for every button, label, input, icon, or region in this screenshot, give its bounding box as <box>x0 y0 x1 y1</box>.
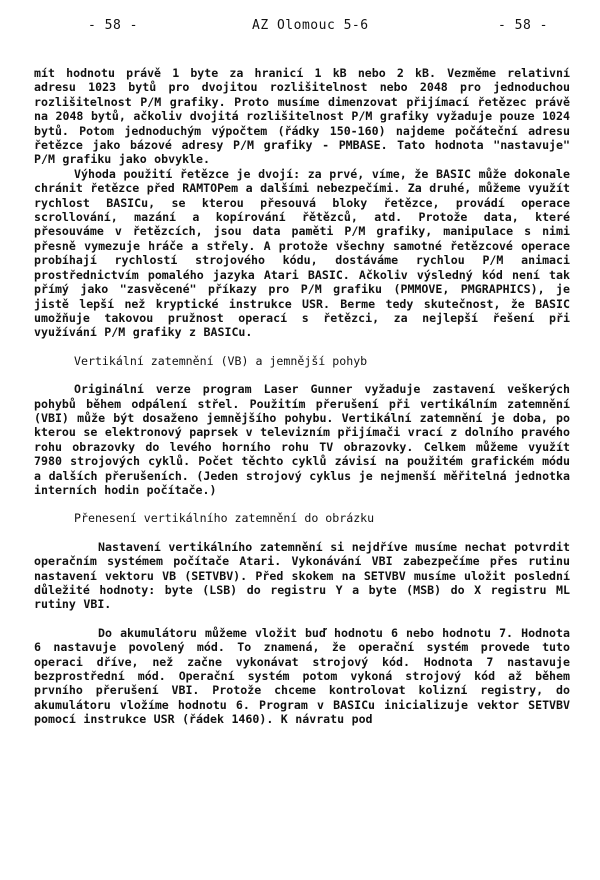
paragraph-string-advantage: Výhoda použití řetězce je dvojí: za prvé, víme, že BASIC může dokonale chránit řetězce před RAMTOPem a dalšími nebezpečími. Za druhé, můžeme využít rychlost BASICu, se kterou přesouvá bloky řetězce, provádí operace scrollování, mazání a kopírování řětězců, atd. Protože data, které přesouváme v řetězcích, jsou data paměti P/M grafiky, manipulace s nimi přesně vymezuje hráče a střely. A protože všechny samotné řetězcové operace probíhají rychlostí strojového kódu, dostáváme rychlou P/M animaci prostřednictvím pomalého jazyka Atari BASIC. Ačkoliv výsledný kód není tak přímý jako "zasvěcené" příkazy pro P/M grafiku (PMMOVE, PMGRAPHICS), je jistě lepší než kryptické instrukce USR. Berme tedy skutečnost, že BASIC umožňuje takovou pružnost operací s řetězci, za nejlepší řešení při využívání P/M grafiky z BASICu. <box>34 166 570 340</box>
paragraph-setvbv: Nastavení vertikálního zatemnění si nejdříve musíme nechat potvrdit operačním systémem počítače Atari. Vykonávání VBI zabezpečíme přes rutinu nastavení vektoru VB (SETVBV). Před skokem na SETVBV musíme uložit poslední důležité hodnoty: byte (LSB) do registru Y a byte (MSB) do X registru ML rutiny VBI. <box>34 539 570 612</box>
paragraph-vbi-motion: Originální verze program Laser Gunner vyžaduje zastavení veškerých pohybů během odpálení střel. Použitím přerušení při vertikálním zatemnění (VBI) může být dosaženo jemnějšího pohybu. Vertikální zatemnění je doba, po kterou se elektronový paprsek v televizním přijímači vrací z dolního pravého rohu obrazovky do levého horního rohu TV obrazovky. Celkem můžeme využít 7980 strojových cyklů. Počet těchto cyklů závisí na použitém grafickém módu a dalších přerušeních. (Jeden strojový cyklus je nejmenší měřitelná jednotka interních hodin počítače.) <box>34 382 570 497</box>
page-header <box>88 18 548 34</box>
page-number-left: - 58 - <box>88 18 138 33</box>
magazine-title: AZ Olomouc 5-6 <box>252 18 369 33</box>
paragraph-accumulator: Do akumulátoru můžeme vložit buď hodnotu 6 nebo hodnotu 7. Hodnota 6 nastavuje povolený mód. To znamená, že operační systém provede tuto operaci dříve, než začne vykonávat strojový kód. Hodnota 7 nastavuje bezprostřední mód. Operační systém potom vykoná strojový kód až během prvního přerušení VBI. Protože chceme kontrolovat kolizní registry, do akumulátoru vložíme hodnotu 6. Program v BASICu inicializuje vektor SETVBV pomocí instrukce USR (řádek 1460). K návratu pod <box>34 625 570 727</box>
article-body <box>34 66 570 727</box>
section-heading-vb-transfer: Přenesení vertikálního zatemnění do obrázku <box>74 511 375 526</box>
section-heading-vertical-blank: Vertikální zatemnění (VB) a jemnější pohyb <box>74 353 368 368</box>
page-number-right: - 58 - <box>498 18 548 33</box>
paragraph-string-dimension: mít hodnotu právě 1 byte za hranicí 1 kB nebo 2 kB. Vezměme relativní adresu 1023 bytů pro dvojitou rozlišitelnost nebo 2048 pro jednoduchou rozlišitelnost P/M grafiky. Proto musíme dimenzovat přijímací řetězec právě na 2048 bytů, ačkoliv dvojitá rozlišitelnost P/M grafiky vyžaduje pouze 1024 bytů. Potom jednoduchým výpočtem (řádky 150-160) najdeme počáteční adresu řetězce jako bázové adresy P/M grafiky - PMBASE. Tato hodnota "nastavuje" P/M grafiku jako obvykle. <box>34 66 570 167</box>
